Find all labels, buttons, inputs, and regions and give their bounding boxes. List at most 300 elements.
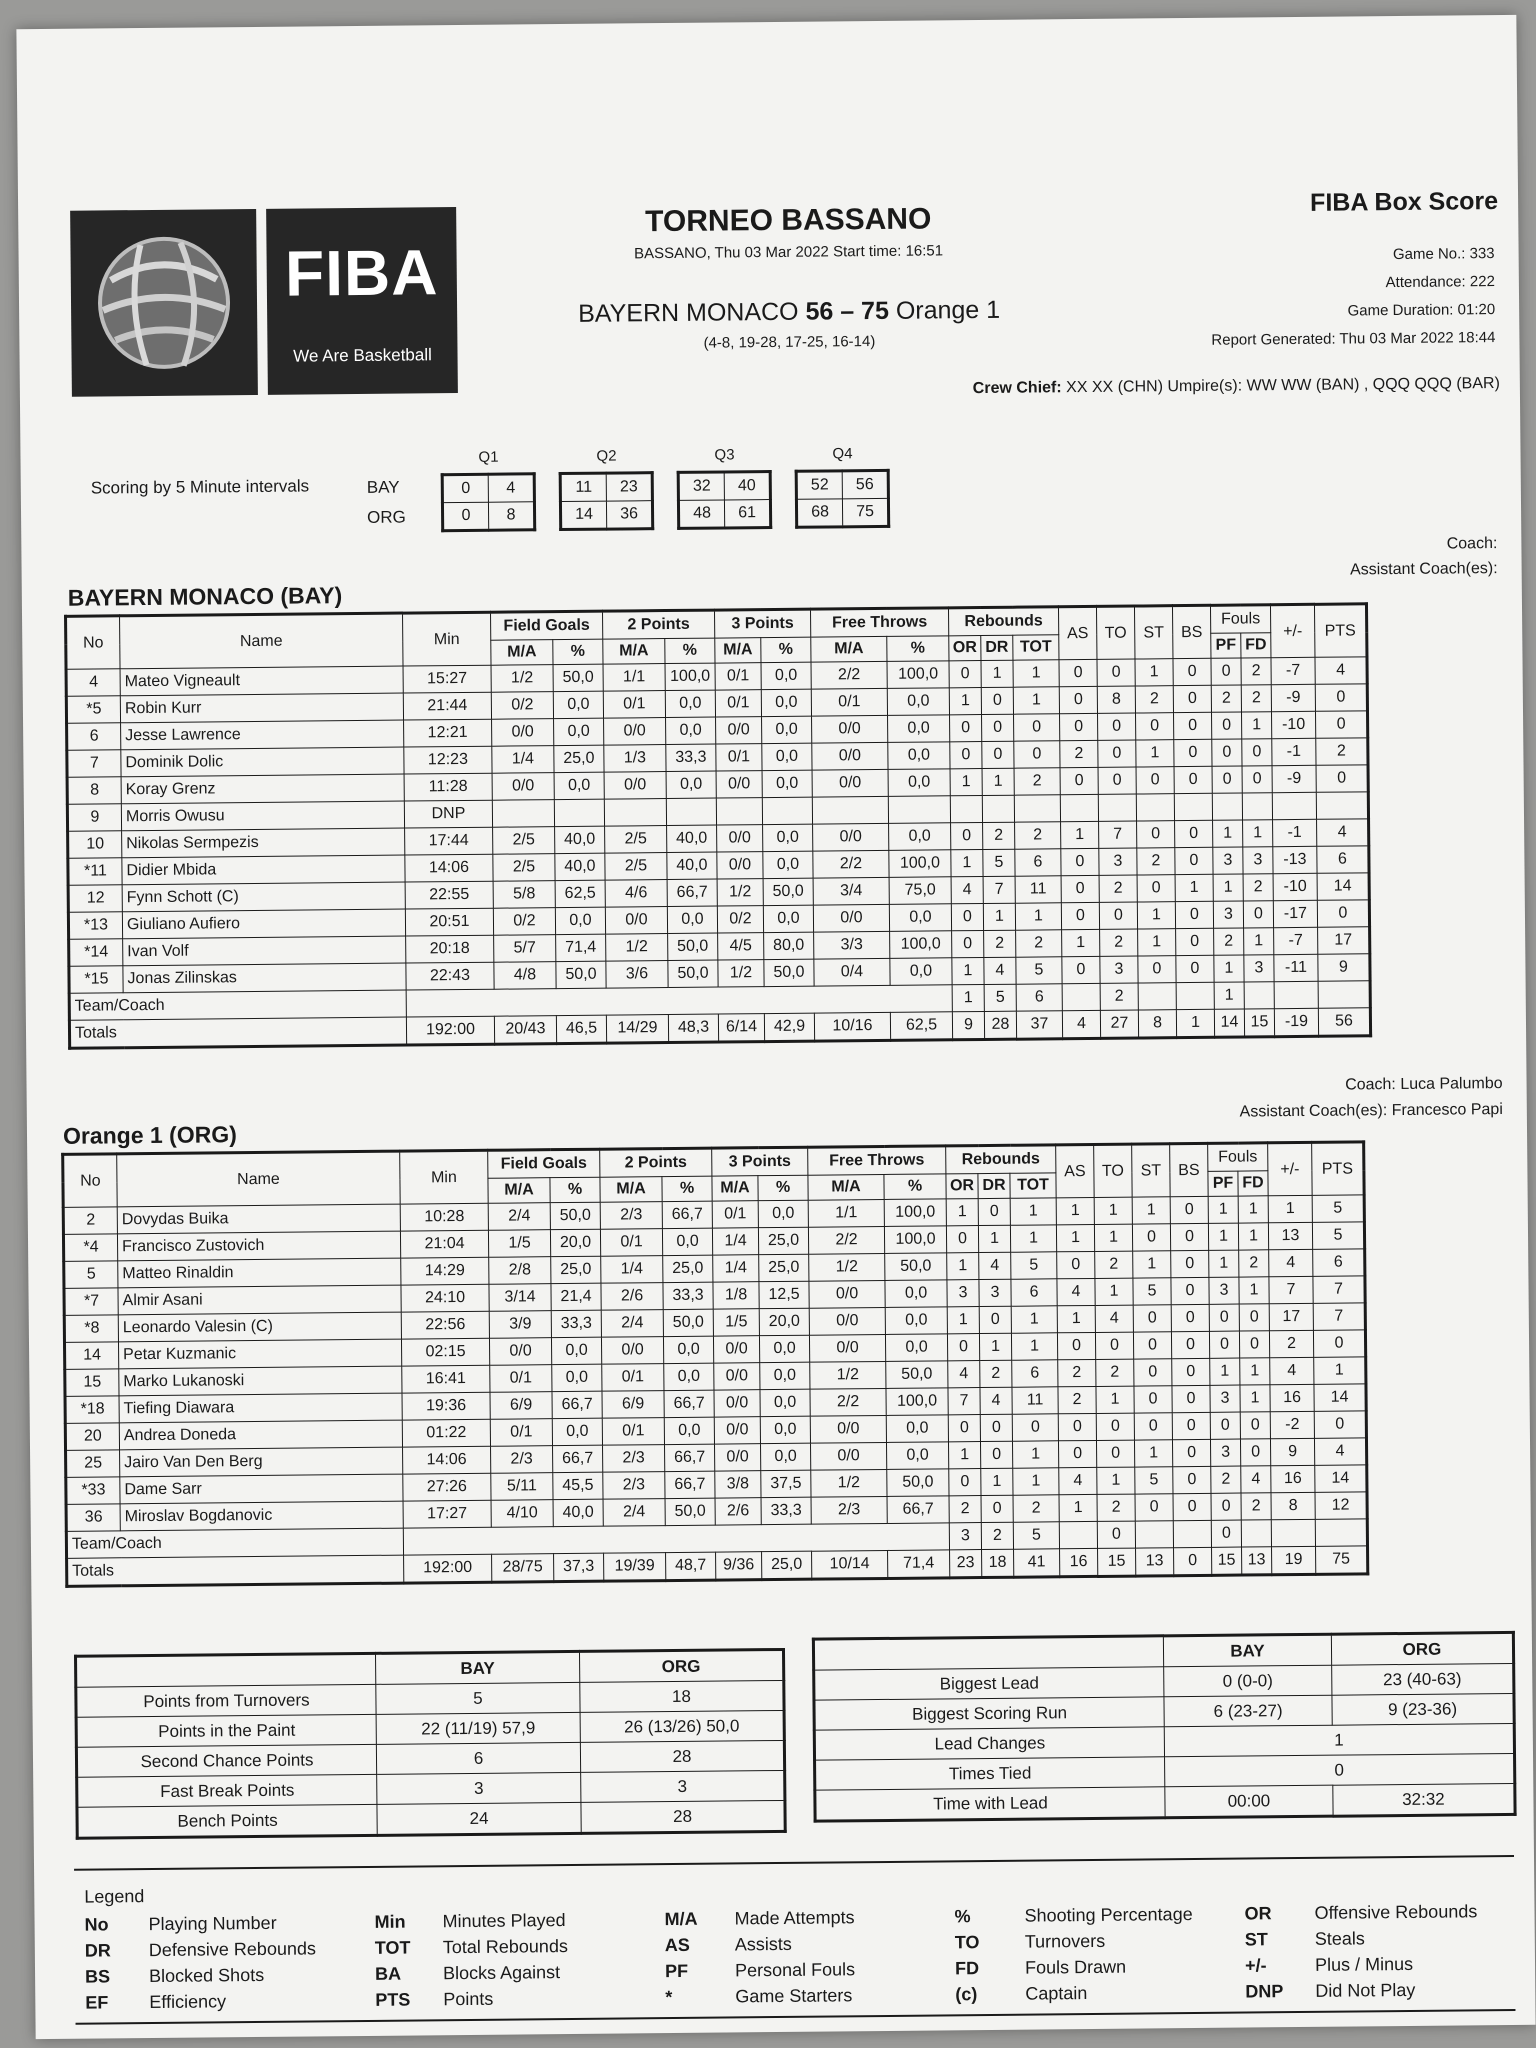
stat-cell: 0 <box>1012 1414 1058 1441</box>
stat-cell: 0,0 <box>554 772 604 799</box>
stat-cell: 0 <box>1171 1304 1209 1331</box>
stat-cell: 2 <box>1241 658 1271 685</box>
stat-cell: 2 <box>1014 768 1060 795</box>
col-header-free-throws: Free Throws <box>808 1146 946 1175</box>
stat-cell: 0 <box>949 661 981 688</box>
stat-cell: 5 <box>1312 1195 1364 1222</box>
stat-cell: 0/1 <box>602 1364 664 1392</box>
stat-cell: 1 <box>1133 1251 1171 1278</box>
stat-cell: 71,4 <box>556 934 606 961</box>
stat-cell: -17 <box>1273 900 1317 927</box>
player-name: Morris Owusu <box>121 801 404 831</box>
stat-cell <box>1318 981 1370 1008</box>
stat-cell: 14 <box>1317 873 1369 900</box>
player-number: 4 <box>66 669 120 697</box>
stat-cell: 0,0 <box>760 1443 810 1470</box>
stat-cell: 2/4 <box>603 1499 665 1527</box>
stat-cell: 0,0 <box>761 662 811 689</box>
lead-value: 1 <box>1164 1723 1514 1756</box>
stat-cell: 1/5 <box>488 1230 550 1258</box>
stat-cell: 0 <box>1317 900 1369 927</box>
totals-cell: 62,5 <box>890 1012 952 1041</box>
stat-cell: 1 <box>1010 1198 1056 1225</box>
points-label: Second Chance Points <box>76 1744 376 1777</box>
stat-cell: 2 <box>1243 874 1273 901</box>
stat-cell: 1 <box>1208 1223 1238 1250</box>
stat-cell: 1/2 <box>809 1253 885 1281</box>
points-header-bay: BAY <box>375 1651 579 1684</box>
player-number: *13 <box>68 912 122 940</box>
stat-cell: 0,0 <box>885 1334 947 1362</box>
totals-cell: -19 <box>1274 1008 1318 1036</box>
stat-cell: 40,0 <box>667 825 717 852</box>
player-name: Petar Kuzmanic <box>118 1339 401 1369</box>
stat-cell: 50,0 <box>668 960 718 987</box>
col-subheader-ma: M/A <box>491 640 553 666</box>
stat-cell: 1/1 <box>603 664 665 692</box>
player-minutes: 14:06 <box>405 854 493 882</box>
totals-cell: 4 <box>1062 1010 1100 1038</box>
col-subheader-or: OR <box>949 636 981 661</box>
stat-cell: 2 <box>1239 1250 1269 1277</box>
crew-chief-label: Crew Chief: <box>972 379 1062 398</box>
stat-cell: 66,7 <box>665 1471 715 1498</box>
col-header-name: Name <box>120 613 403 669</box>
legend-abbr: No <box>84 1914 109 1935</box>
stat-cell: 8 <box>1097 686 1135 713</box>
stat-cell: 1 <box>952 958 984 985</box>
stat-cell: 50,0 <box>556 961 606 988</box>
player-name: Marko Lukanoski <box>119 1366 402 1396</box>
interval-cell: 48 <box>678 500 724 528</box>
stat-cell: 2/6 <box>715 1498 761 1525</box>
stat-cell: 0,0 <box>554 718 604 745</box>
stat-cell <box>812 796 888 824</box>
stat-cell: 3 <box>1244 955 1274 982</box>
stat-cell: 1 <box>1213 820 1243 847</box>
stat-cell: 0,0 <box>552 1364 602 1391</box>
stat-cell: 0 <box>1061 875 1099 902</box>
stat-cell <box>982 795 1014 822</box>
stat-cell: 1 <box>1061 821 1099 848</box>
stat-cell: 0 <box>1239 1304 1269 1331</box>
points-label: Bench Points <box>77 1804 377 1838</box>
legend-description: Fouls Drawn <box>1024 1956 1127 1978</box>
points-summary-container <box>74 1648 787 1840</box>
points-header-org: ORG <box>579 1649 783 1682</box>
stat-cell: 100,0 <box>665 663 715 690</box>
stat-cell: 0 <box>1175 820 1213 847</box>
stat-cell: 7 <box>1099 821 1137 848</box>
intervals-label: Scoring by 5 Minute intervals <box>90 476 310 498</box>
stat-cell: 2 <box>980 1360 1012 1387</box>
stat-cell: 0 <box>1173 1493 1211 1520</box>
stat-cell: 1 <box>1015 903 1061 930</box>
stat-cell: 100,0 <box>884 1226 946 1254</box>
totals-cell: 192:00 <box>404 1554 492 1583</box>
stat-cell: 1 <box>1096 1386 1134 1413</box>
stat-cell: 0 <box>1173 658 1211 685</box>
legend-description: Points <box>443 1988 494 2010</box>
stat-cell: 14 <box>1314 1384 1366 1411</box>
legend-divider <box>74 1855 1514 1871</box>
lead-value: 23 (40-63) <box>1332 1663 1514 1695</box>
col-subheader-dr: DR <box>978 1173 1010 1198</box>
stat-cell: 50,0 <box>663 1309 713 1336</box>
stat-cell: 12 <box>1315 1492 1367 1519</box>
player-name: Jonas Zilinskas <box>123 963 406 993</box>
stat-cell: 9 <box>1270 1438 1314 1465</box>
stat-cell: 0/0 <box>812 715 888 743</box>
stat-cell: 0/0 <box>716 771 762 798</box>
stat-cell: 3 <box>979 1279 1011 1306</box>
stat-cell: 1/1 <box>808 1199 884 1227</box>
stat-cell: 0,0 <box>761 689 811 716</box>
col-header-field-goals: Field Goals <box>491 611 603 640</box>
col-subheader-fd: FD <box>1238 1171 1268 1196</box>
fiba-globe-logo <box>70 209 258 397</box>
stat-cell: 0 <box>1176 928 1214 955</box>
stat-cell: 66,7 <box>667 879 717 906</box>
stat-cell: 5 <box>983 849 1015 876</box>
stat-cell: 0/1 <box>490 1365 552 1393</box>
report-generated: Report Generated: Thu 03 Mar 2022 18:44 <box>1211 329 1496 349</box>
stat-cell: 3 <box>1209 1277 1239 1304</box>
player-minutes: 01:22 <box>402 1419 490 1447</box>
stat-cell: 0 <box>1057 1332 1095 1359</box>
stat-cell <box>1014 795 1060 822</box>
stat-cell: 4 <box>1315 657 1367 684</box>
stat-cell: 33,3 <box>663 1282 713 1309</box>
totals-cell: 42,9 <box>764 1013 814 1041</box>
bay-coach: Coach: <box>1446 535 1498 553</box>
points-value: 3 <box>581 1770 785 1802</box>
stat-cell: 1 <box>1013 660 1059 687</box>
totals-cell: 27 <box>1100 1010 1138 1038</box>
quarter-scores: (4-8, 19-28, 17-25, 16-14) <box>703 333 876 352</box>
stat-cell: 1 <box>1013 1468 1059 1495</box>
stat-cell: 0,0 <box>760 1362 810 1389</box>
stat-cell: 100,0 <box>884 1199 946 1227</box>
col-header-3-points: 3 Points <box>714 609 810 638</box>
stat-cell: 0/0 <box>809 1280 885 1308</box>
legend-description: Did Not Play <box>1315 1979 1416 2001</box>
stat-cell: 2 <box>1211 1466 1241 1493</box>
stat-cell: 0,0 <box>555 907 605 934</box>
player-minutes: 02:15 <box>401 1338 489 1366</box>
totals-cell: 10/14 <box>812 1550 888 1579</box>
stat-cell: 50,0 <box>764 959 814 986</box>
stat-cell: 0 <box>1061 848 1099 875</box>
col-subheader-ma: M/A <box>715 638 761 663</box>
stat-cell: 1/2 <box>810 1361 886 1389</box>
stat-cell: 50,0 <box>887 1469 949 1497</box>
stat-cell: 1/4 <box>601 1256 663 1284</box>
stat-cell <box>1274 981 1318 1008</box>
stat-cell: 1 <box>1135 659 1173 686</box>
stat-cell: 0/0 <box>492 773 554 801</box>
stat-cell: 2 <box>1095 1251 1133 1278</box>
stat-cell: 17 <box>1269 1303 1313 1330</box>
stat-cell: 0,0 <box>664 1363 714 1390</box>
col-subheader-or: OR <box>946 1174 978 1199</box>
interval-row-bay <box>442 474 534 503</box>
stat-cell: -13 <box>1273 846 1317 873</box>
legend-abbr: +/- <box>1244 1955 1267 1976</box>
stat-cell: 3 <box>947 1280 979 1307</box>
team-coach-to: 0 <box>1097 1521 1135 1548</box>
stat-cell: 1/2 <box>718 960 764 987</box>
stat-cell: 0/0 <box>717 852 763 879</box>
stat-cell: 21,4 <box>551 1283 601 1310</box>
stat-cell: 3/14 <box>489 1284 551 1312</box>
col-header-rebounds: Rebounds <box>948 607 1058 636</box>
legend-abbr: (c) <box>955 1984 978 2005</box>
col-header-min: Min <box>403 612 492 666</box>
stat-cell: 1 <box>1175 874 1213 901</box>
stat-cell: 1 <box>1314 1357 1366 1384</box>
stat-cell: 2 <box>1015 822 1061 849</box>
stat-cell: 4 <box>1269 1249 1313 1276</box>
lead-value: 9 (23-36) <box>1332 1693 1514 1725</box>
col-subheader-ma: M/A <box>808 1174 884 1200</box>
col-header-3-points: 3 Points <box>712 1147 808 1176</box>
stat-cell: 100,0 <box>890 931 952 959</box>
stat-cell: 1 <box>1011 1333 1057 1360</box>
stat-cell: 0,0 <box>760 1389 810 1416</box>
stat-cell: 1 <box>1056 1197 1094 1224</box>
player-name: Jesse Lawrence <box>121 720 404 750</box>
stat-cell: 0 <box>1175 847 1213 874</box>
stat-cell: 0/0 <box>813 904 889 932</box>
stat-cell: 0 <box>1171 1331 1209 1358</box>
interval-cell: 8 <box>488 502 534 530</box>
stat-cell: 25,0 <box>663 1255 713 1282</box>
player-number: 36 <box>66 1504 120 1532</box>
stat-cell: 7 <box>983 876 1015 903</box>
stat-cell: 1 <box>1137 902 1175 929</box>
interval-cell: 75 <box>842 498 888 526</box>
stat-cell <box>888 796 950 824</box>
interval-cell: 61 <box>724 500 770 528</box>
stat-cell: -1 <box>1272 738 1316 765</box>
stat-cell <box>1316 792 1368 819</box>
interval-cell: 68 <box>796 499 842 527</box>
stat-cell: 0 <box>1133 1332 1171 1359</box>
stat-cell: 1 <box>983 903 1015 930</box>
stat-cell: 2 <box>984 930 1016 957</box>
player-name: Mateo Vigneault <box>120 666 403 696</box>
stat-cell: 0 <box>979 1306 1011 1333</box>
stat-cell: 0,0 <box>886 1415 948 1443</box>
stat-cell: 100,0 <box>887 661 949 689</box>
stat-cell: 2 <box>1137 848 1175 875</box>
stat-cell: 12,5 <box>759 1281 809 1308</box>
totals-cell: 23 <box>950 1550 982 1578</box>
stat-cell: 1 <box>981 1468 1013 1495</box>
stat-cell: 1 <box>1238 1223 1268 1250</box>
stat-cell: 1 <box>1012 1441 1058 1468</box>
col-header-turnovers: TO <box>1096 606 1135 659</box>
player-number: *33 <box>66 1477 120 1505</box>
player-name: Dominik Dolic <box>121 747 404 777</box>
interval-row-bay <box>678 472 770 501</box>
stat-cell: 4 <box>1241 1466 1271 1493</box>
stat-cell: 6 <box>1011 1279 1057 1306</box>
basketball-globe-icon <box>70 209 258 397</box>
col-header-steals: ST <box>1134 606 1173 659</box>
totals-cell: 19/39 <box>604 1553 666 1582</box>
stat-cell: 0 <box>948 1415 980 1442</box>
player-name: Jairo Van Den Berg <box>120 1447 403 1477</box>
legend-abbr: PTS <box>375 1989 411 2010</box>
stat-cell: 1 <box>1240 1385 1270 1412</box>
stat-cell: 3 <box>1099 848 1137 875</box>
home-team-name: BAYERN MONACO <box>578 297 799 328</box>
stat-cell: 0/0 <box>713 1336 759 1363</box>
stat-cell: 2 <box>1058 1359 1096 1386</box>
team-coach-or: 1 <box>952 985 984 1012</box>
legend-abbr: % <box>954 1906 971 1927</box>
points-value: 5 <box>376 1682 580 1714</box>
stat-cell: 1 <box>1094 1224 1132 1251</box>
legend-abbr: Min <box>374 1911 406 1932</box>
legend-description: Offensive Rebounds <box>1314 1901 1478 1923</box>
stat-cell: 0/4 <box>814 958 890 986</box>
team-coach-pf: 1 <box>1214 982 1244 1009</box>
points-value: 22 (11/19) 57,9 <box>376 1712 580 1744</box>
stat-cell: 2 <box>1097 1494 1135 1521</box>
legend-description: Assists <box>734 1933 792 1955</box>
player-minutes: 17:27 <box>403 1500 491 1528</box>
stat-cell: 0,0 <box>663 1336 713 1363</box>
team-coach-dr: 5 <box>984 984 1016 1011</box>
stat-cell <box>554 799 604 826</box>
col-subheader-ma: M/A <box>712 1176 758 1201</box>
stat-cell: 0,0 <box>762 716 812 743</box>
player-name: Dame Sarr <box>120 1474 403 1504</box>
stat-cell: 45,5 <box>553 1472 603 1499</box>
lead-label: Times Tied <box>815 1757 1165 1790</box>
player-minutes: 27:26 <box>403 1473 491 1501</box>
legend-abbr: * <box>665 1987 673 2008</box>
stat-cell: 40,0 <box>555 826 605 853</box>
player-number: 6 <box>67 723 121 751</box>
stat-cell: 0 <box>1058 1413 1096 1440</box>
points-label: Fast Break Points <box>77 1774 377 1807</box>
quarter-label-q1: Q1 <box>478 448 499 466</box>
stat-cell: 0/0 <box>714 1363 760 1390</box>
interval-cell: 32 <box>678 472 724 500</box>
legend-description: Blocked Shots <box>148 1964 265 1987</box>
stat-cell: 20,0 <box>550 1229 600 1256</box>
stat-cell: 37,5 <box>761 1470 811 1497</box>
stat-cell: 0,0 <box>552 1418 602 1445</box>
stat-cell: -7 <box>1274 927 1318 954</box>
stat-cell: 0 <box>1136 767 1174 794</box>
legend-description: Captain <box>1025 1983 1088 2004</box>
stat-cell: 1 <box>1268 1195 1312 1222</box>
stat-cell: 0 <box>1098 767 1136 794</box>
stat-cell: 2 <box>949 1496 981 1523</box>
stat-cell: 6 <box>1313 1249 1365 1276</box>
stat-cell: 0,0 <box>889 823 951 851</box>
stat-cell: 6/9 <box>490 1392 552 1420</box>
player-number: 5 <box>64 1261 118 1289</box>
stat-cell: 2/8 <box>489 1257 551 1285</box>
stat-cell: 0 <box>1211 1493 1241 1520</box>
stat-cell <box>762 797 812 824</box>
interval-row-org <box>678 500 770 529</box>
stat-cell: 0,0 <box>667 906 717 933</box>
points-label: Points in the Paint <box>76 1714 376 1747</box>
player-name: Andrea Doneda <box>119 1420 402 1450</box>
col-subheader-pct: % <box>758 1175 808 1200</box>
stat-cell: 0 <box>1095 1332 1133 1359</box>
stat-cell: 0 <box>1059 686 1097 713</box>
stat-cell: 0 <box>1062 956 1100 983</box>
col-header-turnovers: TO <box>1094 1144 1133 1197</box>
player-name: Nikolas Sermpezis <box>122 828 405 858</box>
totals-cell: 0 <box>1174 1547 1212 1575</box>
player-number: 25 <box>66 1450 120 1478</box>
stat-cell: 2 <box>1058 1386 1096 1413</box>
stat-cell: 6 <box>1012 1360 1058 1387</box>
col-subheader-pct: % <box>553 639 603 664</box>
stat-cell: 0/2 <box>717 906 763 933</box>
stat-cell: 50,0 <box>886 1361 948 1389</box>
stat-cell: 1 <box>1138 929 1176 956</box>
stat-cell: -9 <box>1272 765 1316 792</box>
quarter-label-q2: Q2 <box>596 447 617 465</box>
stat-cell: 0 <box>1099 902 1137 929</box>
player-number: *14 <box>69 939 123 967</box>
stat-cell <box>1271 1519 1315 1546</box>
legend-abbr: PF <box>664 1960 689 1982</box>
crew-names: XX XX (CHN) Umpire(s): WW WW (BAN) , QQQ QQQ (BAR) <box>1066 375 1500 397</box>
stat-cell: 0 <box>1174 766 1212 793</box>
player-minutes: 17:44 <box>405 827 493 855</box>
stat-cell: 66,7 <box>887 1496 949 1524</box>
stat-cell: 7 <box>948 1388 980 1415</box>
stat-cell: 0 <box>1212 766 1242 793</box>
stat-cell: 0,0 <box>886 1442 948 1470</box>
stat-cell: 4 <box>1059 1467 1097 1494</box>
totals-cell: 9/36 <box>716 1552 762 1580</box>
stat-cell: 0,0 <box>888 769 950 797</box>
col-subheader-fd: FD <box>1241 633 1271 658</box>
stat-cell: 0 <box>1057 1251 1095 1278</box>
stat-cell: 0/2 <box>491 692 553 720</box>
stat-cell: 1 <box>1095 1278 1133 1305</box>
stat-cell: 2 <box>1135 686 1173 713</box>
interval-cell: 11 <box>560 473 606 501</box>
player-number: 7 <box>67 750 121 778</box>
stat-cell: 4 <box>1095 1305 1133 1332</box>
stat-cell: 0/1 <box>603 691 665 719</box>
points-value: 28 <box>580 1740 784 1772</box>
stat-cell: 75,0 <box>889 877 951 905</box>
stat-cell: 0 <box>981 1495 1013 1522</box>
totals-cell: 13 <box>1136 1548 1174 1576</box>
quarter-label-q3: Q3 <box>714 446 735 464</box>
away-team-name: Orange 1 <box>895 295 1001 325</box>
stat-cell: 0,0 <box>889 904 951 932</box>
stat-cell: 0 <box>1136 713 1174 740</box>
stat-cell: 33,3 <box>761 1497 811 1524</box>
stat-cell: 40,0 <box>667 852 717 879</box>
stat-cell: 0 <box>1174 739 1212 766</box>
